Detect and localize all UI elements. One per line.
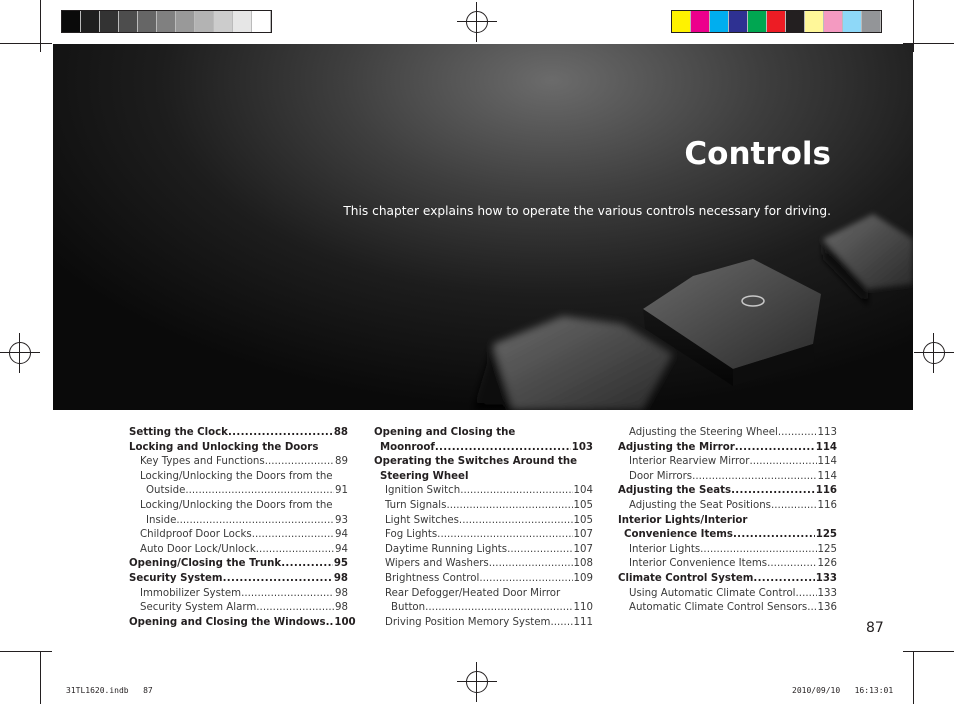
- color-swatch: [805, 11, 824, 32]
- toc-entry[interactable]: Inside . . . 93: [129, 514, 348, 529]
- toc-entry-line: Opening and Closing the: [374, 427, 516, 438]
- color-swatch: [214, 11, 233, 32]
- toc-entry[interactable]: Locking and Unlocking the Doors: [129, 441, 319, 453]
- toc-entry[interactable]: Adjusting the Seat Positions . . . 116: [618, 499, 837, 514]
- toc-entry[interactable]: Adjusting the Mirror . . . 114: [618, 441, 837, 456]
- crop-mark: [0, 651, 52, 652]
- rocker-switches-illustration: [53, 44, 913, 410]
- grayscale-swatch-bar: [61, 10, 272, 33]
- toc-entry[interactable]: Driving Position Memory System . . . 111: [374, 616, 593, 631]
- process-color-swatch-bar: [671, 10, 882, 33]
- toc-entry[interactable]: Adjusting the Seats . . . 116: [618, 484, 837, 499]
- toc-entry-line: Operating the Switches Around the: [374, 456, 577, 468]
- toc-entry[interactable]: Childproof Door Locks . . . 94: [129, 528, 348, 543]
- switch-far: [823, 214, 913, 306]
- color-swatch: [691, 11, 710, 32]
- toc-entry[interactable]: Button . . . 110: [374, 601, 593, 616]
- toc-entry[interactable]: Immobilizer System . . . 98: [129, 587, 348, 602]
- color-swatch: [157, 11, 176, 32]
- color-swatch: [195, 11, 214, 32]
- toc-entry[interactable]: Setting the Clock . . . 88: [129, 426, 348, 441]
- toc-entry[interactable]: Ignition Switch . . . 104: [374, 484, 593, 499]
- toc-entry[interactable]: Steering Wheel: [380, 470, 469, 482]
- crop-mark: [40, 652, 41, 704]
- toc-entry[interactable]: Opening and Closing the Windows.. 100: [129, 616, 356, 628]
- toc-entry[interactable]: Moonroof . . . 103: [374, 441, 593, 456]
- color-swatch: [710, 11, 729, 32]
- toc-entry[interactable]: Brightness Control . . . 109: [374, 572, 593, 587]
- toc-entry[interactable]: Using Automatic Climate Control . . . 133: [618, 587, 837, 602]
- registration-mark-top: [457, 2, 497, 42]
- color-swatch: [100, 11, 119, 32]
- switch-near: [473, 316, 673, 410]
- color-swatch: [824, 11, 843, 32]
- color-swatch: [138, 11, 157, 32]
- chapter-title: Controls: [684, 136, 831, 172]
- toc-column-1: [129, 426, 356, 630]
- toc-entry-line: Rear Defogger/Heated Door Mirror: [385, 587, 561, 599]
- print-slug-timestamp: 2010/09/10 16:13:01: [792, 686, 894, 695]
- toc-entry-line: Interior Lights/Interior: [618, 514, 748, 526]
- toc-entry[interactable]: Key Types and Functions . . . 89: [129, 455, 348, 470]
- toc-entry[interactable]: Wipers and Washers . . . 108: [374, 557, 593, 572]
- color-swatch: [672, 11, 691, 32]
- color-swatch: [729, 11, 748, 32]
- toc-entry[interactable]: Adjusting the Steering Wheel . . . 113: [618, 426, 837, 441]
- registration-mark-left: [0, 333, 40, 373]
- toc-entry-line: Locking/Unlocking the Doors from the: [140, 499, 333, 511]
- toc-entry[interactable]: Opening/Closing the Trunk . . . 95: [129, 557, 348, 572]
- toc-entry[interactable]: Turn Signals . . . 105: [374, 499, 593, 514]
- color-swatch: [862, 11, 881, 32]
- toc-entry[interactable]: Light Switches . . . 105: [374, 514, 593, 529]
- color-swatch: [119, 11, 138, 32]
- toc-entry[interactable]: Interior Convenience Items . . . 126: [618, 557, 837, 572]
- toc-entry[interactable]: Outside . . . 91: [129, 484, 348, 499]
- registration-mark-bottom: [457, 662, 497, 702]
- crop-mark: [913, 0, 914, 52]
- crop-mark: [40, 0, 41, 52]
- toc-entry[interactable]: Daytime Running Lights . . . 107: [374, 543, 593, 558]
- toc-entry[interactable]: Door Mirrors . . . 114: [618, 470, 837, 485]
- toc-entry[interactable]: Security System Alarm . . . 98: [129, 601, 348, 616]
- color-swatch: [81, 11, 100, 32]
- color-swatch: [62, 11, 81, 32]
- toc-column-3: [618, 426, 837, 616]
- toc-entry[interactable]: Interior Lights . . . 125: [618, 543, 837, 558]
- crop-mark: [0, 43, 52, 44]
- color-swatch: [786, 11, 805, 32]
- crop-mark: [913, 652, 914, 704]
- color-swatch: [252, 11, 271, 32]
- print-slug-file: 31TL1620.indb 87: [66, 686, 153, 695]
- toc-entry[interactable]: Interior Rearview Mirror . . . 114: [618, 455, 837, 470]
- page-number: 87: [866, 620, 884, 636]
- toc-column-2: [374, 426, 593, 630]
- toc-entry[interactable]: Automatic Climate Control Sensors . . . 136: [618, 601, 837, 616]
- toc-entry[interactable]: Convenience Items . . . 125: [618, 528, 837, 543]
- chapter-hero-image: [53, 44, 913, 410]
- toc-entry-line: Locking/Unlocking the Doors from the: [140, 470, 333, 482]
- toc-entry[interactable]: Fog Lights . . . 107: [374, 528, 593, 543]
- toc-entry[interactable]: Climate Control System . . . 133: [618, 572, 837, 587]
- color-swatch: [748, 11, 767, 32]
- toc-entry[interactable]: Security System . . . 98: [129, 572, 348, 587]
- switch-middle: [643, 259, 821, 386]
- registration-mark-right: [914, 333, 954, 373]
- toc-entry[interactable]: Auto Door Lock/Unlock . . . 94: [129, 543, 348, 558]
- crop-mark: [903, 651, 954, 652]
- color-swatch: [176, 11, 195, 32]
- chapter-subtitle: This chapter explains how to operate the various controls necessary for driving.: [343, 204, 831, 218]
- color-swatch: [843, 11, 862, 32]
- color-swatch: [233, 11, 252, 32]
- color-swatch: [767, 11, 786, 32]
